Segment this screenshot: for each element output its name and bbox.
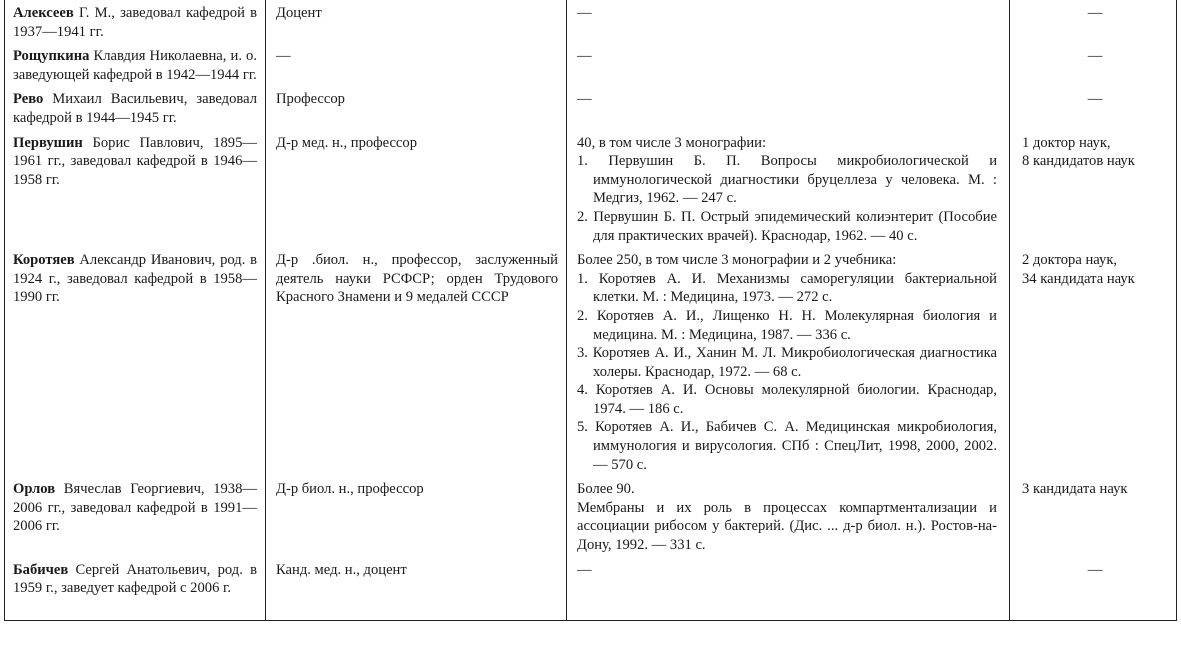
degree-cell: Д-р мед. н., профессор [266,131,567,249]
list-item: 3. Коротяев А. И., Ханин М. Л. Микробиологическая диагностика холеры. Краснодар, 1972. — 68 с. [577,345,997,380]
works-intro: Более 250, в том числе 3 монографии и 2 учебника: [577,252,897,269]
surname: Рощупкина [13,48,90,65]
works-list [577,152,997,245]
person-info: Сергей Анатольевич, род. в 1959 г., заведует кафедрой с 2006 г. [13,561,257,597]
works-intro: Более 90. [577,481,635,498]
list-item: 2. Первушин Б. П. Острый эпидемический колиэнтерит (Пособие для практических врачей). Краснодар, 1962. — 40 с. [577,208,997,244]
degree-cell: Канд. мед. н., доцент [266,558,567,621]
department-heads-table [4,0,1177,621]
person-cell [5,44,266,87]
works-text: Мембраны и их роль в процессах компартментализации и ассоциации рибосом у бактерий. (Дис. ... д-р биол. н.). Ростов-на-Дону, 1992. — 331 с. [577,499,997,554]
person-info: Александр Иванович, род. в 1924 г., заведовал кафедрой в 1958—1990 гг. [13,252,257,306]
table-row [5,558,1177,621]
students-line: 34 кандидата наук [1022,270,1135,287]
person-info: Михаил Васильевич, заведовал кафедрой в 1944—1945 гг. [13,91,257,126]
works-list [577,270,997,475]
person-cell [5,87,266,130]
person-cell [5,248,266,477]
person-cell [5,131,266,249]
students-cell: — [1010,87,1177,130]
works-cell: — [567,87,1010,130]
students-cell [1010,248,1177,477]
surname: Рево [13,91,44,108]
person-info: Г. М., заведовал кафедрой в 1937—1941 гг. [13,5,257,40]
degree-cell: Доцент [266,0,567,44]
works-cell [567,131,1010,249]
person-info: Вячеслав Георгиевич, 1938—2006 гг., заведовал кафедрой в 1991—2006 гг. [13,481,257,535]
students-line: 8 кандидатов наук [1022,153,1135,170]
surname: Алексеев [13,5,74,21]
table-row [5,131,1177,249]
degree-cell: — [266,44,567,87]
person-cell [5,477,266,557]
table-row [5,248,1177,477]
works-intro: 40, в том числе 3 монографии: [577,134,767,151]
table-row [5,87,1177,130]
surname: Первушин [13,134,83,151]
students-cell: 3 кандидата наук [1010,477,1177,557]
person-cell [5,558,266,621]
works-cell [567,248,1010,477]
list-item: 2. Коротяев А. И., Лищенко Н. Н. Молекулярная биология и медицина. М. : Медицина, 1987. — 336 с. [577,307,997,343]
table-row [5,44,1177,87]
students-cell: — [1010,558,1177,621]
person-cell [5,0,266,44]
surname: Орлов [13,481,56,498]
person-info: Клавдия Николаевна, и. о. заведующей кафедрой в 1942—1944 гг. [13,48,257,83]
surname: Коротяев [13,252,75,269]
table-row [5,477,1177,557]
degree-cell: Д-р биол. н., профессор [266,477,567,557]
list-item: 1. Коротяев А. И. Механизмы саморегуляции бактериальной клетки. М. : Медицина, 1973. — 272 с. [577,270,997,306]
person-info: Борис Павлович, 1895—1961 гг., заведовал кафедрой в 1946—1958 гг. [13,134,257,188]
degree-cell: Д-р .биол. н., профессор, заслуженный деятель науки РСФСР; орден Трудового Красного Знамени и 9 медалей СССР [266,248,567,477]
table-row [5,0,1177,44]
surname: Бабичев [13,561,69,578]
students-line: 1 доктор наук, [1022,134,1111,151]
students-cell: — [1010,44,1177,87]
works-cell [567,477,1010,557]
students-line: 2 доктора наук, [1022,252,1118,269]
works-cell: — [567,0,1010,44]
students-cell [1010,131,1177,249]
list-item: 4. Коротяев А. И. Основы молекулярной биологии. Краснодар, 1974. — 186 с. [577,382,997,417]
works-cell: — [567,44,1010,87]
list-item: 1. Первушин Б. П. Вопросы микробиологической и иммунологической диагностики бруцеллеза у человека. М. : Медгиз, 1962. — 247 с. [577,153,997,207]
list-item: 5. Коротяев А. И., Бабичев С. А. Медицинская микробиология, иммунология и вирусология. СПб : СпецЛит, 1998, 2000, 2002. — 570 с. [577,419,997,473]
degree-cell: Профессор [266,87,567,130]
students-cell: — [1010,0,1177,44]
works-cell: — [567,558,1010,621]
